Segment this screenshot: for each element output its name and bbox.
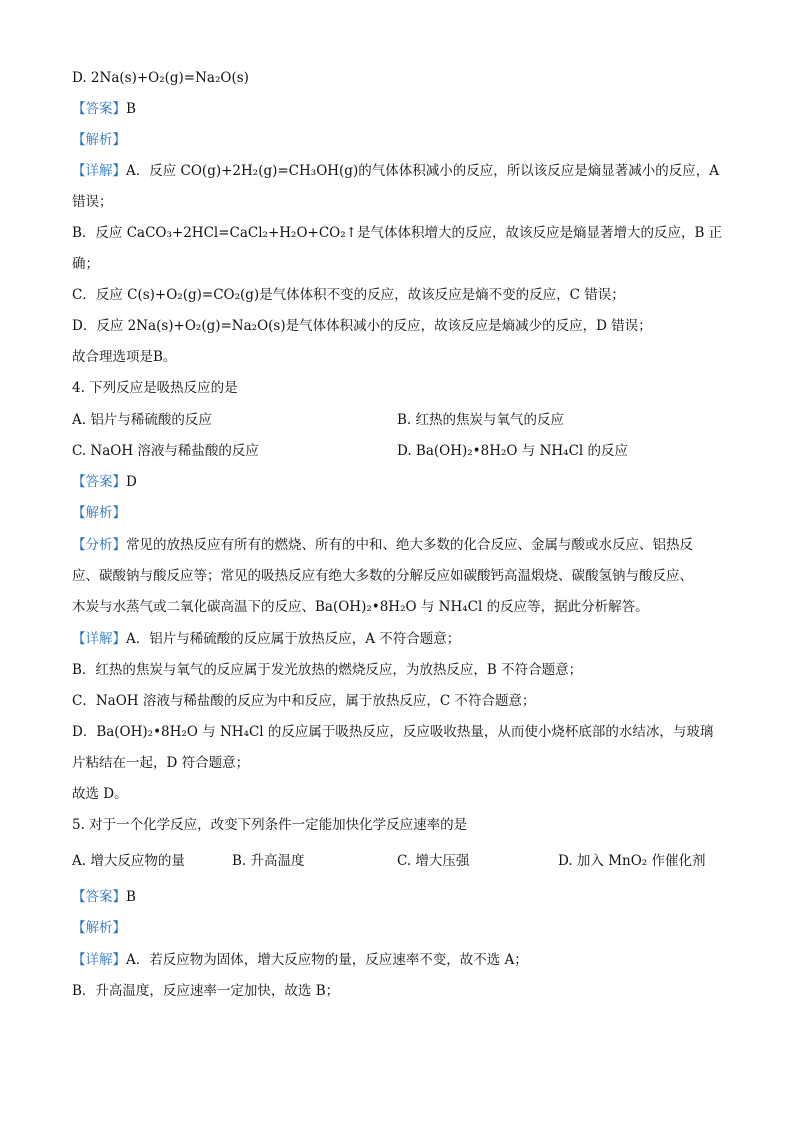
q3-detail-line-3: C．反应 C(s)+O₂(g)=CO₂(g)是气体体积不变的反应，故该反应是熵不变的反应，C 错误； xyxy=(72,287,625,303)
q5-option-c: C. 增大压强 xyxy=(397,853,470,869)
detail-text: A．铝片与稀硫酸的反应属于放热反应，A 不符合题意； xyxy=(126,631,461,647)
q4-detail-line-4b: 片粘结在一起，D 符合题意； xyxy=(72,755,250,771)
detail-tag: 【详解】 xyxy=(72,631,126,647)
q3-detail-line-1 xyxy=(72,161,719,181)
q4-detail-line-3: C．NaOH 溶液与稀盐酸的反应为中和反应，属于放热反应，C 不符合题意； xyxy=(72,693,536,709)
q4-detail-line-2: B．红热的焦炭与氧气的反应属于发光放热的燃烧反应，为放热反应，B 不符合题意； xyxy=(72,662,583,678)
q4-fenxi-line-3: 木炭与水蒸气或二氧化碳高温下的反应、Ba(OH)₂•8H₂O 与 NH₄Cl 的反应等，据此分析解答。 xyxy=(72,599,649,615)
q5-answer xyxy=(72,887,136,907)
q4-detail-line-4: D．Ba(OH)₂•8H₂O 与 NH₄Cl 的反应属于吸热反应，反应吸收热量，从而使小烧杯底部的水结冰，与玻璃 xyxy=(72,724,714,740)
detail-text: A．反应 CO(g)+2H₂(g)=CH₃OH(g)的气体体积减小的反应，所以该反应是熵显著减小的反应，A xyxy=(126,163,719,179)
detail-tag: 【详解】 xyxy=(72,952,126,968)
q4-option-d: D. Ba(OH)₂•8H₂O 与 NH₄Cl 的反应 xyxy=(397,443,629,459)
answer-tag: 【答案】 xyxy=(72,101,126,117)
q3-detail-line-4: D．反应 2Na(s)+O₂(g)=Na₂O(s)是气体体积减小的反应，故该反应是熵减少的反应，D 错误； xyxy=(72,318,652,334)
q5-stem: 5. 对于一个化学反应，改变下列条件一定能加快化学反应速率的是 xyxy=(72,817,468,833)
answer-tag: 【答案】 xyxy=(72,474,126,490)
q3-detail-line-2: B．反应 CaCO₃+2HCl=CaCl₂+H₂O+CO₂↑是气体体积增大的反应，故该反应是熵显著增大的反应，B 正 xyxy=(72,225,723,241)
fenxi-text: 常见的放热反应有所有的燃烧、所有的中和、绝大多数的化合反应、金属与酸或水反应、铝热反 xyxy=(126,537,693,553)
q3-detail-line-1b: 错误； xyxy=(72,194,113,210)
q5-detail-line-1 xyxy=(72,950,528,970)
q5-option-d: D. 加入 MnO₂ 作催化剂 xyxy=(558,853,706,869)
answer-value: D xyxy=(126,474,137,490)
q4-answer xyxy=(72,472,137,492)
q4-option-b: B. 红热的焦炭与氧气的反应 xyxy=(397,412,565,428)
q4-fenxi-line-2: 应、碳酸钠与酸反应等；常见的吸热反应有绝大多数的分解反应如碳酸钙高温煅烧、碳酸氢钠与酸反应、 xyxy=(72,568,693,584)
q5-option-a: A. 增大反应物的量 xyxy=(72,853,185,869)
q4-fenxi-line-1 xyxy=(72,535,693,555)
q3-analysis-tag: 【解析】 xyxy=(72,132,126,148)
q4-detail-line-1 xyxy=(72,629,460,649)
q4-option-a: A. 铝片与稀硫酸的反应 xyxy=(72,412,212,428)
q3-conclusion: 故合理选项是B。 xyxy=(72,349,177,365)
q5-detail-line-2: B．升高温度，反应速率一定加快，故选 B； xyxy=(72,983,340,999)
q4-stem: 4. 下列反应是吸热反应的是 xyxy=(72,380,238,396)
q3-option-d: D. 2Na(s)+O₂(g)=Na₂O(s) xyxy=(72,70,249,86)
q4-conclusion: 故选 D。 xyxy=(72,786,128,802)
answer-value: B xyxy=(126,889,136,905)
answer-tag: 【答案】 xyxy=(72,889,126,905)
q3-detail-line-2b: 确； xyxy=(72,256,99,272)
q5-option-b: B. 升高温度 xyxy=(232,853,305,869)
q4-analysis-tag: 【解析】 xyxy=(72,505,126,521)
q3-answer xyxy=(72,99,136,119)
detail-text: A．若反应物为固体，增大反应物的量，反应速率不变，故不选 A； xyxy=(126,952,528,968)
detail-tag: 【详解】 xyxy=(72,163,126,179)
fenxi-tag: 【分析】 xyxy=(72,537,126,553)
answer-value: B xyxy=(126,101,136,117)
q5-analysis-tag: 【解析】 xyxy=(72,920,126,936)
q4-option-c: C. NaOH 溶液与稀盐酸的反应 xyxy=(72,443,259,459)
